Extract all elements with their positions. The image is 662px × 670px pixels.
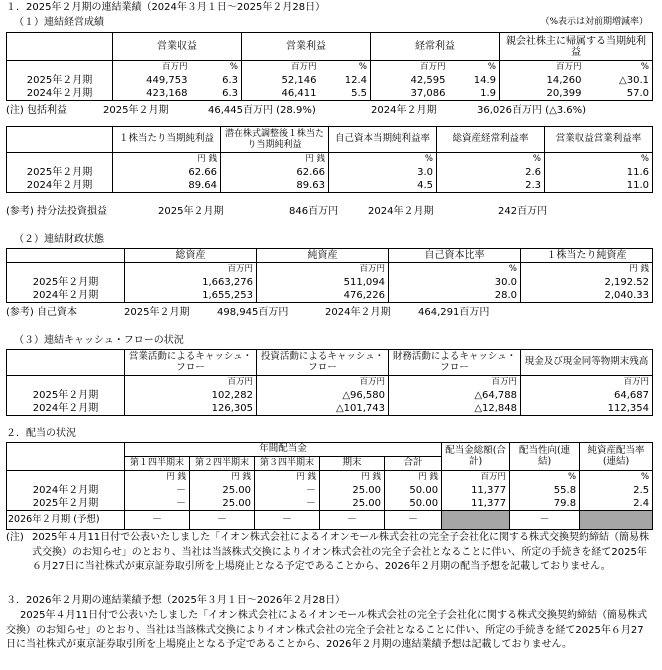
- cell: 46,411: [242, 87, 320, 101]
- unit-cell: 百万円: [442, 471, 510, 485]
- cell: 89.64: [113, 179, 221, 193]
- cell: －: [385, 511, 442, 530]
- table-row: [7, 289, 653, 303]
- cell: －: [320, 511, 385, 530]
- cell: 50.00: [385, 497, 442, 511]
- cell: 2.4: [580, 497, 653, 511]
- unit-cell: 円 銭: [221, 153, 329, 167]
- unit-cell: 百万円: [389, 376, 521, 390]
- cell: 11.6: [545, 166, 653, 179]
- unit-cell: 円 銭: [255, 471, 320, 485]
- cell: 6.3: [222, 74, 238, 86]
- cell: －: [255, 484, 320, 497]
- cell: △96,580: [257, 389, 389, 402]
- row-label: 2025年２月期: [7, 497, 125, 511]
- ref2-2025-label: 2025年２月期: [124, 307, 190, 318]
- cell: 5.5: [320, 87, 371, 101]
- unit-cell: 百万円: [113, 61, 191, 75]
- cell: 28.0: [389, 289, 521, 303]
- comprehensive-income-label: (注) 包括利益: [6, 105, 67, 116]
- cell: 25.00: [190, 497, 255, 511]
- row-label: 2025年２月期: [7, 74, 113, 87]
- sec3-title: （３）連結キャッシュ・フローの状況: [14, 335, 184, 346]
- cell: 25.00: [320, 497, 385, 511]
- comp-2025-label: 2025年２月期: [103, 105, 169, 116]
- row-label: 2024年２月期: [7, 289, 125, 303]
- cell: [442, 511, 510, 530]
- cell: 102,282: [125, 389, 257, 402]
- header-operating-cf: 営業活動によるキャッシュ・フロー: [125, 350, 257, 376]
- row-label: 2026年２月期 (予想): [7, 511, 125, 530]
- unit-cell: 円 銭: [125, 471, 190, 485]
- cell: 57.0: [585, 87, 653, 101]
- cell: 11,377: [442, 484, 510, 497]
- table-row: [7, 276, 653, 289]
- header-total: 合計: [385, 457, 442, 471]
- row-label: 2025年２月期: [7, 389, 125, 402]
- cell: 89.63: [221, 179, 329, 193]
- cell: 1,663,276: [125, 276, 257, 289]
- header-net-income: 親会社株主に帰属する当期純利益: [500, 33, 653, 61]
- cell: 37,086: [371, 87, 449, 101]
- header-operating-revenue: 営業収益: [113, 33, 242, 61]
- cell: 112,354: [521, 402, 653, 416]
- cell: －: [125, 497, 190, 511]
- header-op-margin: 営業収益営業利益率: [545, 127, 653, 153]
- cell: [580, 511, 653, 530]
- table-row: [7, 497, 653, 511]
- cell: 11,377: [442, 497, 510, 511]
- unit-cell: %: [358, 61, 367, 72]
- header-q3: 第３四半期末: [255, 457, 320, 471]
- ref-2024-label: 2024年２月期: [368, 206, 434, 217]
- cell: 12.4: [344, 74, 367, 86]
- equity-method-label: (参考) 持分法投資損益: [6, 206, 107, 217]
- ref2-2024-value: 464,291百万円: [418, 307, 490, 318]
- unit-cell: 百万円: [242, 61, 320, 75]
- cell: 6.3: [191, 87, 242, 101]
- per-share-table: [6, 126, 653, 193]
- dividend-note: 2025年４月11日付で公表いたしました「イオン株式会社によるイオンモール株式会社の完全子会社化に関する株式交換契約締結（簡易株式交換）のお知らせ」のとおり、当社は当該株式交換によりイオン株式会社の完全子会社となることに伴い、所定の手続きを経て2025年６月27日に当社株式が東京証券取引所を上場廃止となる予定であることから、2026年２月期の配当予想を記載しておりません。: [32, 532, 649, 572]
- dividend-table: [6, 442, 653, 530]
- cell: 449,753: [113, 74, 191, 87]
- comp-2025-value: 46,445百万円 (28.9%): [208, 105, 316, 116]
- operating-results-table: [6, 32, 653, 101]
- header-q2: 第２四半期末: [190, 457, 255, 471]
- ref-2024-value: 242百万円: [498, 206, 548, 217]
- unit-cell: %: [585, 61, 653, 75]
- cell: 1.9: [449, 87, 500, 101]
- unit-cell: 円 銭: [320, 471, 385, 485]
- unit-cell: %: [329, 153, 437, 167]
- header-total-assets: 総資産: [125, 249, 257, 263]
- cell: －: [255, 497, 320, 511]
- unit-cell: 百万円: [257, 263, 389, 277]
- cell: △30.1: [585, 74, 653, 87]
- table-row: [7, 74, 653, 87]
- equity-capital-label: (参考) 自己資本: [6, 307, 77, 318]
- cell: 2,040.33: [521, 289, 653, 303]
- header-cash-balance: 現金及び現金同等物期末残高: [521, 350, 653, 376]
- cell: 25.00: [320, 484, 385, 497]
- header-investing-cf: 投資活動によるキャッシュ・フロー: [257, 350, 389, 376]
- table-row: [7, 87, 653, 101]
- table-row: [7, 389, 653, 402]
- unit-cell: 百万円: [371, 61, 449, 75]
- unit-cell: %: [229, 61, 238, 72]
- header-eps: １株当たり当期純利益: [113, 127, 221, 153]
- cell: 14.9: [473, 74, 496, 86]
- cell: 2.3: [437, 179, 545, 193]
- cell: 50.00: [385, 484, 442, 497]
- table-row: [7, 484, 653, 497]
- cash-flow-table: [6, 349, 653, 416]
- ref2-2025-value: 498,945百万円: [217, 307, 289, 318]
- cell: －: [125, 511, 190, 530]
- ref-2025-label: 2025年２月期: [158, 206, 224, 217]
- header-payout-ratio: 配当性向(連結): [510, 443, 580, 471]
- cell: 476,226: [257, 289, 389, 303]
- cell: 3.0: [329, 166, 437, 179]
- cell: 62.66: [113, 166, 221, 179]
- unit-cell: 百万円: [125, 263, 257, 277]
- header-financing-cf: 財務活動によるキャッシュ・フロー: [389, 350, 521, 376]
- cell: 2,192.52: [521, 276, 653, 289]
- comp-2024-value: 36,026百万円 (△3.6%): [477, 105, 587, 116]
- unit-cell: 円 銭: [521, 263, 653, 277]
- row-label: 2025年２月期: [7, 276, 125, 289]
- cell: 14,260: [500, 74, 585, 87]
- table-row: [7, 166, 653, 179]
- comp-2024-label: 2024年２月期: [371, 105, 437, 116]
- unit-cell: %: [580, 471, 653, 485]
- unit-cell: %: [545, 153, 653, 167]
- cell: 30.0: [389, 276, 521, 289]
- sec1-title: （１）連結経営成績: [14, 17, 104, 28]
- cell: △64,788: [389, 389, 521, 402]
- cell: 20,399: [500, 87, 585, 101]
- unit-cell: 百万円: [500, 61, 585, 75]
- cell: 126,305: [125, 402, 257, 416]
- header-diluted-eps: 潜在株式調整後１株当たり当期純利益: [221, 127, 329, 153]
- cell: 55.8: [510, 484, 580, 497]
- row-label: 2025年２月期: [7, 166, 113, 179]
- row-label: 2024年２月期: [7, 484, 125, 497]
- cell: 423,168: [113, 87, 191, 101]
- row-label: 2024年２月期: [7, 87, 113, 101]
- header-net-assets: 純資産: [257, 249, 389, 263]
- cell: －: [510, 511, 580, 530]
- cell: △101,743: [257, 402, 389, 416]
- sec2-title: （２）連結財政状態: [14, 234, 104, 245]
- sec1-note: （%表示は対前期増減率）: [540, 17, 648, 27]
- cell: △12,848: [389, 402, 521, 416]
- cell: 25.00: [190, 484, 255, 497]
- cell: 42,595: [371, 74, 449, 87]
- cell: 62.66: [221, 166, 329, 179]
- header-ordinary-profit: 経常利益: [371, 33, 500, 61]
- header-dividend-total: 配当金総額(合計): [442, 443, 510, 471]
- ref-2025-value: 846百万円: [289, 206, 339, 217]
- cell: 4.5: [329, 179, 437, 193]
- header-operating-profit: 営業利益: [242, 33, 371, 61]
- cell: 1,655,253: [125, 289, 257, 303]
- ref2-2024-label: 2024年２月期: [325, 307, 391, 318]
- cell: 52,146: [242, 74, 320, 87]
- header-annual-dividend: 年間配当金: [125, 443, 442, 457]
- section-heading-3: ３．2026年２月期の連結業績予想（2025年３月１日～2026年２月28日）: [6, 595, 346, 606]
- unit-cell: 百万円: [257, 376, 389, 390]
- unit-cell: %: [487, 61, 496, 72]
- cell: 2.6: [437, 166, 545, 179]
- section-heading-1: １．2025年２月期の連結業績（2024年３月１日～2025年２月28日）: [6, 2, 326, 13]
- unit-cell: %: [510, 471, 580, 485]
- unit-cell: 円 銭: [385, 471, 442, 485]
- cell: 11.0: [545, 179, 653, 193]
- unit-cell: %: [437, 153, 545, 167]
- row-label: 2024年２月期: [7, 402, 125, 416]
- cell: 511,094: [257, 276, 389, 289]
- table-row: [7, 179, 653, 193]
- unit-cell: 百万円: [521, 376, 653, 390]
- unit-cell: 円 銭: [190, 471, 255, 485]
- unit-cell: 円 銭: [113, 153, 221, 167]
- unit-cell: 百万円: [125, 376, 257, 390]
- header-doe: 純資産配当率(連結): [580, 443, 653, 471]
- cell: 64,687: [521, 389, 653, 402]
- header-q1: 第１四半期末: [125, 457, 190, 471]
- cell: －: [190, 511, 255, 530]
- forecast-text: 2025年４月11日付で公表いたしました「イオン株式会社によるイオンモール株式会社の完全子会社化に関する株式交換契約締結（簡易株式交換）のお知らせ」のとおり、当社は当該株式交換によりイオン株式会社の完全子会社となることに伴い、所定の手続きを経て2025年６月27日に当社株式が東京証券取引所を上場廃止となる予定であることから、2026年２月期の連結業績予想は記載しておりません。: [6, 610, 647, 650]
- header-roa: 総資産経常利益率: [437, 127, 545, 153]
- cell: －: [125, 484, 190, 497]
- table-row: [7, 511, 653, 530]
- unit-cell: %: [389, 263, 521, 277]
- cell: 2.5: [580, 484, 653, 497]
- row-label: 2024年２月期: [7, 179, 113, 193]
- header-year-end: 期末: [320, 457, 385, 471]
- header-equity-ratio: 自己資本比率: [389, 249, 521, 263]
- header-bps: １株当たり純資産: [521, 249, 653, 263]
- financial-position-table: [6, 248, 653, 303]
- cell: 79.8: [510, 497, 580, 511]
- table-row: [7, 402, 653, 416]
- header-roe: 自己資本当期純利益率: [329, 127, 437, 153]
- section-heading-2: ２．配当の状況: [6, 428, 76, 439]
- cell: －: [255, 511, 320, 530]
